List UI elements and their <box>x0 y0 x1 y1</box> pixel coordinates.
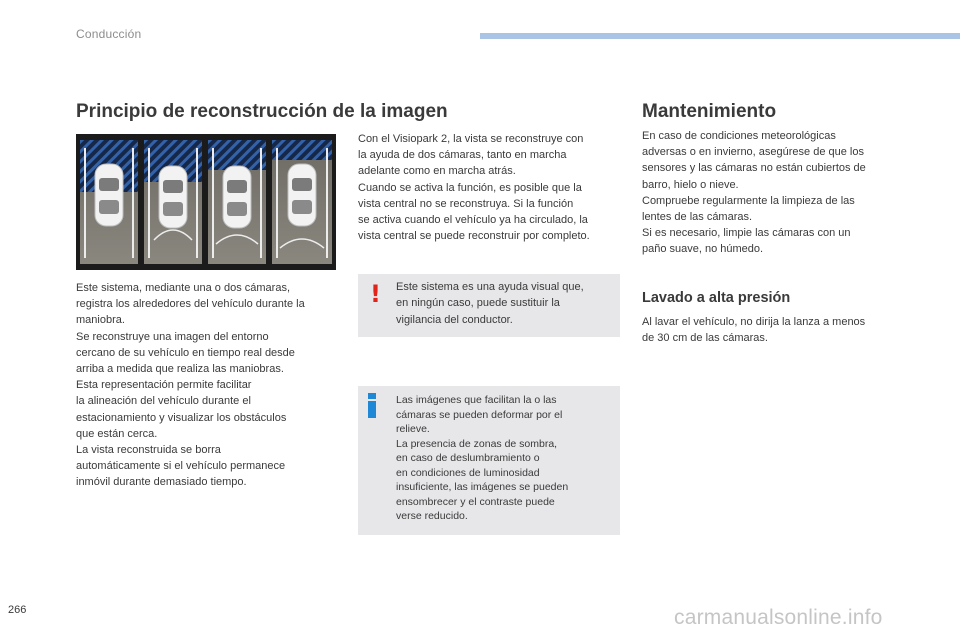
page-number: 266 <box>8 604 27 616</box>
watermark: carmanualsonline.info <box>674 606 883 629</box>
reconstruction-illustration <box>76 134 336 270</box>
warning-text: Este sistema es una ayuda visual que, en ningún caso, puede sustituir la vigilancia del conductor. <box>396 281 584 326</box>
maintenance-text: En caso de condiciones meteorológicas adversas o en invierno, asegúrese de que los sensores y las cámaras no están cubiertos de barro, hielo o nieve. Compruebe regularmente la limpieza de las lentes de las cámaras. Si es necesario, limpie las cámaras con un paño suave, no húmedo. <box>642 130 866 256</box>
info-text: Las imágenes que facilitan la o las cámaras se pueden deformar por el relieve. La presencia de zonas de sombra, en caso de deslumbramiento o en condiciones de luminosidad insuficiente, las imágenes se pueden ensombrecer y el contraste puede verse reducido. <box>396 394 569 522</box>
maintenance-title: Mantenimiento <box>642 101 777 122</box>
frame-2 <box>144 140 202 264</box>
parking-view-sequence <box>76 134 336 270</box>
reconstruction-title: Principio de reconstrucción de la imagen <box>76 101 448 122</box>
info-icon <box>368 393 377 415</box>
frame-1 <box>80 140 138 264</box>
visiopark-text: Con el Visiopark 2, la vista se reconstruye con la ayuda de dos cámaras, tanto en marcha adelante como en marcha atrás. Cuando se activa la función, es posible que la vista central no se reconstruya. Si la función se activa cuando el vehículo ya ha circulado, la vista central se puede reconstruir por completo. <box>358 133 590 243</box>
info-note <box>358 386 620 535</box>
header-accent-bar <box>480 33 960 39</box>
reconstruction-intro-text: Este sistema, mediante una o dos cámaras, registra los alrededores del vehículo durante la maniobra. Se reconstruye una imagen del entorno cercano de su vehículo en tiempo real desde arriba a medida que realiza las maniobras. Esta representación permite facilitar la alineación del vehículo durante el estacionamiento y visualizar los obstáculos que están cerca. La vista reconstruida se borra automáticamente si el vehículo permanece inmóvil durante demasiado tiempo. <box>76 282 305 489</box>
warning-note <box>358 274 620 337</box>
washing-title: Lavado a alta presión <box>642 290 791 306</box>
section-label: Conducción <box>76 27 142 41</box>
frame-4 <box>272 140 332 264</box>
washing-text: Al lavar el vehículo, no dirija la lanza a menos de 30 cm de las cámaras. <box>642 316 866 345</box>
exclamation-icon: ! <box>370 280 381 308</box>
frame-3 <box>208 140 266 264</box>
